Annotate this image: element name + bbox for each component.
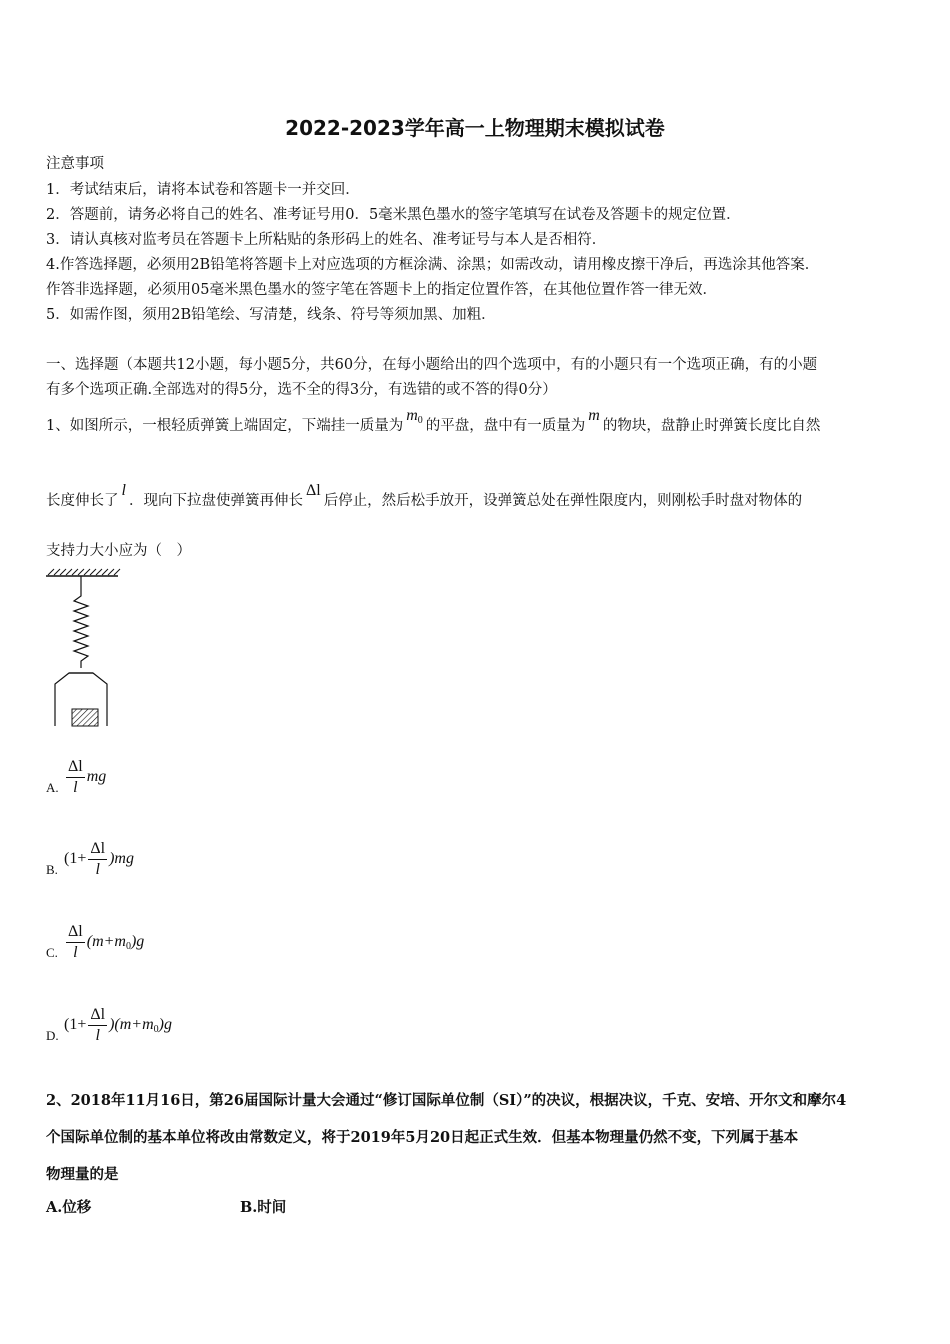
q1-text: 1、如图所示，一根轻质弹簧上端固定，下端挂一质量为 (46, 418, 404, 434)
notice-item: 2．答题前，请务必将自己的姓名、准考证号用0．5毫米黑色墨水的签字笔填写在试卷及答题卡的规定位置． (46, 207, 741, 223)
ceiling-hatch (48, 569, 120, 575)
option-expression: (1+ $\frac{\Delta l}{l}$ )$(m+m_0)g$ (64, 1006, 172, 1044)
section-heading-cont: 有多个选项正确.全部选对的得5分，选不全的得3分，有选错的或不答的得0分） (46, 382, 557, 398)
option-label: D. (46, 1028, 59, 1043)
q1-line3: 支持力大小应为（ ） (46, 543, 191, 559)
notice-item: 4.作答选择题，必须用2B铅笔将答题卡上对应选项的方框涂满、涂黑；如需改动，请用橡皮擦干净后，再选涂其他答案． (46, 257, 820, 273)
q2-line2: 个国际单位制的基本单位将改由常数定义，将于2019年5月20日起正式生效．但基本物理量仍然不变，下列属于基本 (46, 1129, 799, 1146)
option-label: A. (46, 780, 59, 795)
symbol-m0: $m_0$ (406, 407, 423, 426)
option-label: C. (46, 945, 58, 960)
q1-text: 的物块，盘静止时弹簧长度比自然 (602, 418, 821, 434)
q1-line1 (46, 407, 821, 436)
q1-line2 (46, 482, 803, 510)
notice-item: 5．如需作图，须用2B铅笔绘、写清楚，线条、符号等须加黑、加粗． (46, 307, 496, 323)
option-expression: (1+ $\frac{\Delta l}{l}$ )mg (64, 840, 134, 878)
q1-text: 的平盘，盘中有一质量为 (425, 418, 586, 434)
symbol-l: l (121, 482, 126, 499)
notice-item: 1．考试结束后，请将本试卷和答题卡一并交回． (46, 182, 360, 198)
q1-text: ．现向下拉盘使弹簧再伸长 (128, 493, 303, 509)
symbol-m: m (588, 407, 600, 424)
q2-option-b[interactable]: B.时间 (240, 1199, 287, 1216)
page-title: 2022-2023学年高一上物理期末模拟试卷 (285, 116, 665, 140)
block (72, 709, 98, 726)
section-heading: 一、选择题（本题共12小题，每小题5分，共60分，在每小题给出的四个选项中，有的小题只有一个选项正确，有的小题 (46, 357, 818, 373)
q2-line3: 物理量的是 (46, 1166, 119, 1183)
q2-option-a[interactable]: A.位移 (46, 1199, 92, 1216)
q2-line1: 2、2018年11月16日，第26届国际计量大会通过“修订国际单位制（SI）”的决议，根据决议，千克、安培、开尔文和摩尔4 (46, 1092, 847, 1109)
option-label: B. (46, 862, 58, 877)
notice-item: 作答非选择题，必须用05毫米黑色墨水的签字笔在答题卡上的指定位置作答，在其他位置作答一律无效． (46, 282, 717, 298)
option-expression: $\frac{\Delta l}{l}$ mg (68, 758, 107, 796)
spring-coil (74, 576, 88, 668)
notice-item: 3．请认真核对监考员在答题卡上所粘贴的条形码上的姓名、准考证号与本人是否相符． (46, 232, 607, 248)
option-expression: $\frac{\Delta l}{l}$ $(m+m_0)g$ (68, 923, 145, 961)
spring-diagram (44, 566, 124, 732)
symbol-delta-l: Δl (305, 482, 321, 499)
q1-text: 后停止，然后松手放开，设弹簧总处在弹性限度内，则刚松手时盘对物体的 (323, 493, 803, 509)
q1-text: 长度伸长了 (46, 493, 119, 509)
notice-heading: 注意事项 (46, 156, 104, 172)
